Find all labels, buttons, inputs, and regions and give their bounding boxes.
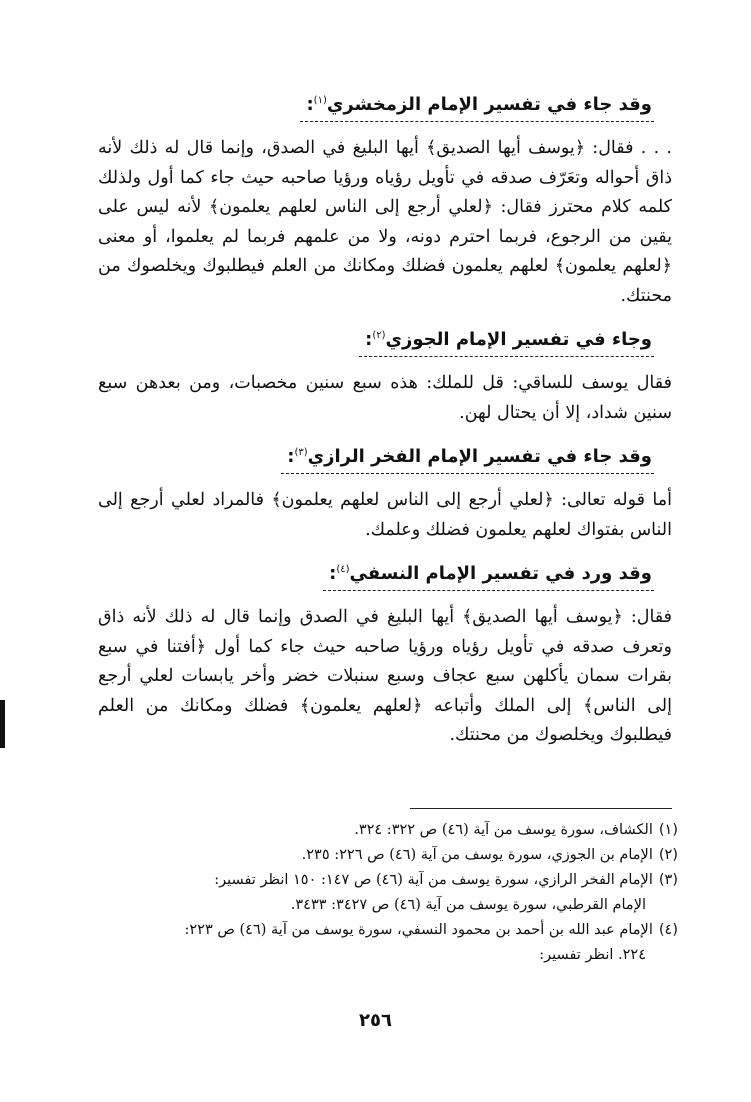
- footnote-number: (٤): [658, 922, 678, 938]
- heading-text: وجاء في تفسير الإمام الجوزي: [385, 329, 652, 350]
- section-body: فقال يوسف للساقي: قل للملك: هذه سبع سنين مخصبات، ومن بعدهن سبع سنين شداد، إلا أن يحتال لهن.: [98, 373, 672, 423]
- section-zamakhshari: [98, 88, 672, 311]
- footnote: [118, 918, 678, 943]
- footnote-ref: (٢): [372, 330, 386, 341]
- footnote-text: الكشاف، سورة يوسف من آية (٤٦) ص ٣٢٢: ٣٢٤.: [354, 822, 653, 838]
- section-body: . . . فقال: ﴿يوسف أيها الصديق﴾ أيها البليغ في الصدق، وإنما قال له ذلك لأنه ذاق أحواله وتعَرّف صدقه في تأويل رؤياه ورؤيا صاحبه حيث جاء كما أول ولذلك كلمه كلام محترز فقال: ﴿لعلي أرجع إلى الناس لعلهم يعلمون﴾ لأنه ليس على يقين من الرجوع، فربما احترم دونه، ولا من علمهم فربما لم يعلموا، أو معنى ﴿لعلهم يعلمون﴾ لعلهم يعلمون فضلك ومكانك من العلم فيطلبوك ويخلصوك من محنتك.: [98, 138, 672, 306]
- footnote-continuation: الإمام القرطبي، سورة يوسف من آية (٤٦) ص ٣٤٢٧: ٣٤٣٣.: [290, 897, 646, 913]
- footnote-text: الإمام عبد الله بن أحمد بن محمود النسفي، سورة يوسف من آية (٤٦) ص ٢٢٣:: [184, 922, 653, 938]
- footnote-number: (٣): [658, 872, 678, 888]
- main-text: [98, 88, 672, 763]
- footnote-continuation: ٢٢٤. انظر تفسير:: [539, 947, 646, 963]
- section-nasafi: [98, 557, 672, 751]
- footnote-text: الإمام بن الجوزي، سورة يوسف من آية (٤٦) ص ٢٢٦: ٢٣٥.: [301, 847, 653, 863]
- footnote-number: (٢): [658, 847, 678, 863]
- heading-text: وقد ورد في تفسير الإمام النسفي: [349, 563, 652, 584]
- footnote-number: (١): [658, 822, 678, 838]
- section-jawzi: [98, 323, 672, 428]
- footnote: [118, 818, 678, 843]
- footnote-separator: [410, 808, 672, 809]
- section-body: فقال: ﴿يوسف أيها الصديق﴾ أيها البليغ في الصدق وإنما قال له ذلك لأنه ذاق وتعرف صدقه في تأويل رؤياه ورؤيا صاحبه حيث جاء كما أول ﴿أفتنا في سبع بقرات سمان يأكلهن سبع عجاف وسبع سنبلات خضر وأخر يابسات لعلي أرجع إلى الناس﴾ إلى الملك وأتباعه ﴿لعلهم يعلمون﴾ فضلك ومكانك من العلم فيطلبوك ويخلصوك من محنتك.: [98, 607, 672, 745]
- footnote-text: الإمام الفخر الرازي، سورة يوسف من آية (٤٦) ص ١٤٧: ١٥٠ انظر تفسير:: [214, 872, 653, 888]
- footnote: [118, 868, 678, 893]
- footnote: [118, 843, 678, 868]
- section-heading: وقد ورد في تفسير الإمام النسفي$^{(٤)}$:: [323, 557, 654, 591]
- footnote-ref: (٤): [336, 564, 350, 575]
- section-body: أما قوله تعالى: ﴿لعلي أرجع إلى الناس لعلهم يعلمون﴾ فالمراد لعلي أرجع إلى الناس بفتواك لعلهم يعلمون فضلك وعلمك.: [98, 490, 672, 540]
- footnotes: [118, 818, 678, 968]
- heading-text: وقد جاء في تفسير الإمام الزمخشري: [326, 94, 652, 115]
- section-heading: وجاء في تفسير الإمام الجوزي$^{(٢)}$:: [359, 323, 654, 357]
- section-heading: وقد جاء في تفسير الإمام الزمخشري$^{(١)}$:: [300, 88, 654, 122]
- heading-text: وقد جاء في تفسير الإمام الفخر الرازي: [307, 446, 652, 467]
- footnote-ref: (٣): [294, 447, 308, 458]
- footnote-ref: (١): [313, 95, 327, 106]
- section-razi: [98, 440, 672, 545]
- page-number: ٢٥٦: [359, 1010, 392, 1031]
- section-heading: وقد جاء في تفسير الإمام الفخر الرازي$^{(٣)}$:: [281, 440, 654, 474]
- scan-edge-mark: [0, 700, 5, 748]
